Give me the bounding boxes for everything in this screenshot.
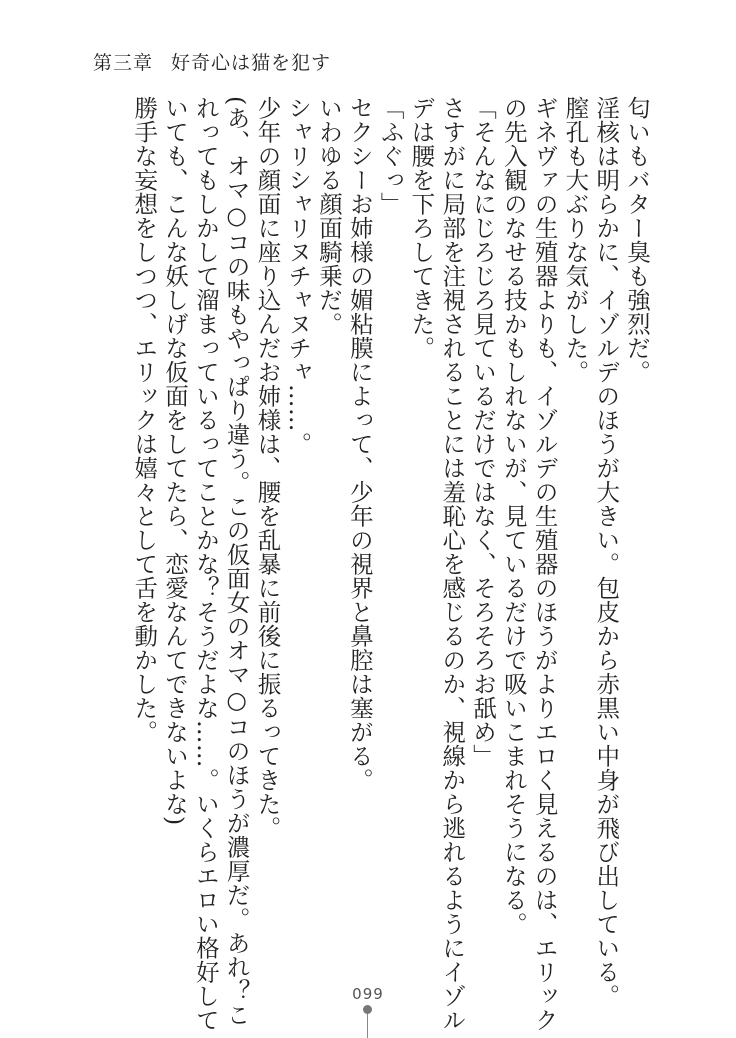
text-line: 少年の顔面に座り込んだお姉様は、腰を乱暴に前後に振るってきた。	[253, 96, 282, 840]
text-line: れってもしかして溜まっているってことかな？そうだよな……。いくらエロい格好して	[191, 96, 220, 1032]
chapter-number: 第三章	[93, 52, 154, 74]
chapter-title: 好奇心は猫を犯す	[171, 52, 332, 74]
text-line: 勝手な妄想をしつつ、エリックは嬉々として舌を動かした。	[130, 96, 159, 744]
text-line: いても、こんな妖しげな仮面をしてたら、恋愛なんてできないよな)	[161, 96, 190, 826]
text-line: いわゆる顔面騎乗だ。	[315, 96, 344, 336]
text-line: デは腰を下ろしてきた。	[407, 96, 436, 360]
text-line: さすがに局部を注視されることには羞恥心を感じるのか、視線から逃れるようにイゾル	[438, 96, 467, 1032]
text-line: 「そんなにじろじろ見ているだけではなく、そろそろお舐め」	[469, 96, 498, 768]
folio-dot	[363, 1005, 372, 1014]
text-line: (あ、オマ○コの味もやっぱり違う。この仮面女のオマ○コのほうが濃厚だ。あれ？こ	[222, 96, 251, 1027]
text-line: 淫核は明らかに、イゾルデのほうが大きい。包皮から赤黒い中身が飛び出している。	[592, 96, 621, 1008]
page-number: 099	[352, 985, 384, 1003]
text-line: シャリシャリヌチャヌチャ……。	[284, 96, 313, 456]
text-line: 膣孔も大ぶりな気がした。	[561, 96, 590, 384]
running-head	[93, 48, 331, 75]
text-line: の先入観のなせる技かもしれないが、見ているだけで吸いこまれそうになる。	[499, 96, 528, 936]
text-line: ギネヴァの生殖器よりも、イゾルデの生殖器のほうがよりエロく見えるのは、エリック	[530, 96, 559, 1032]
text-line: 匂いもバター臭も強烈だ。	[623, 96, 651, 384]
text-line: 「ふぐっ」	[376, 96, 405, 216]
text-line: セクシーお姉様の媚粘膜によって、少年の視界と鼻腔は塞がる。	[345, 96, 374, 792]
